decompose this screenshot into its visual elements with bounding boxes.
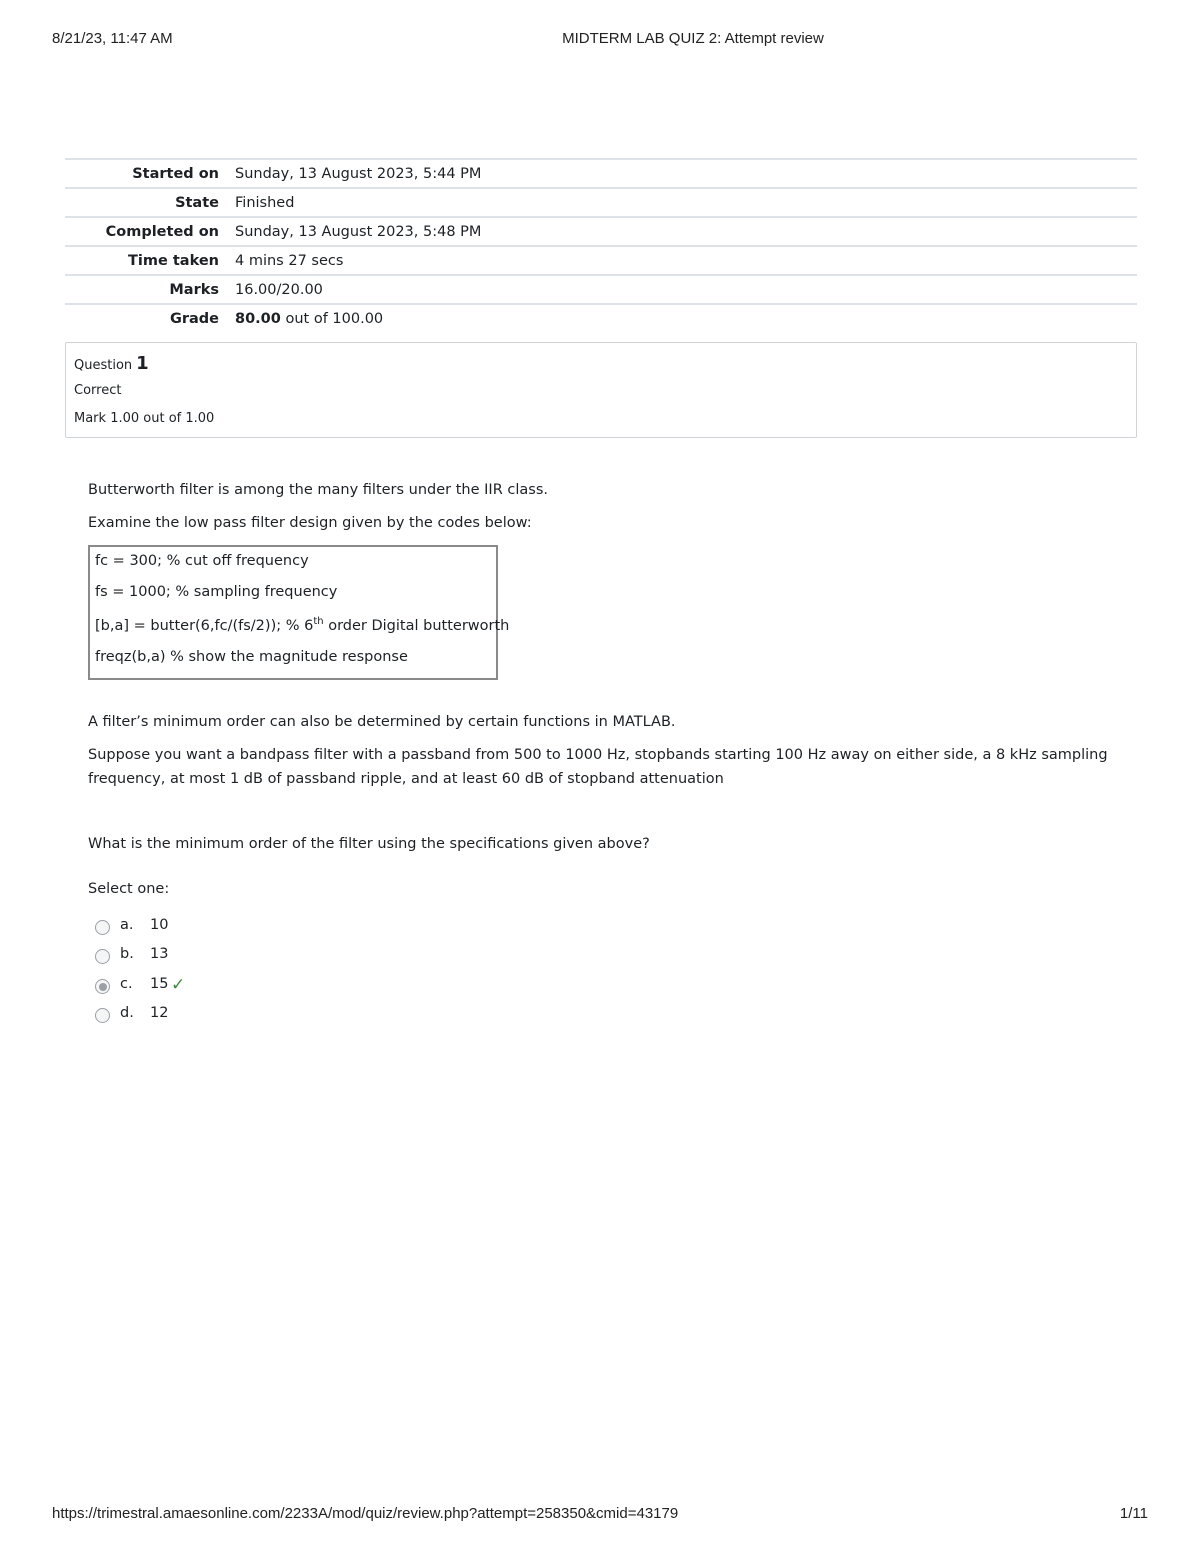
radio-button[interactable]	[95, 1008, 110, 1023]
summary-label: Started on	[132, 166, 219, 182]
code-line: fs = 1000; % sampling frequency	[95, 584, 338, 600]
select-one-label: Select one:	[88, 881, 170, 897]
option-letter: d.	[120, 1005, 134, 1021]
question-examine: Examine the low pass filter design given by the codes below:	[88, 515, 532, 531]
option-letter: c.	[120, 976, 133, 992]
summary-value: Sunday, 13 August 2023, 5:48 PM	[235, 224, 482, 240]
print-header	[52, 30, 1148, 50]
code-line	[95, 616, 509, 634]
summary-value: 16.00/20.00	[235, 282, 323, 298]
summary-label: Completed on	[105, 224, 219, 240]
question-number	[74, 353, 149, 374]
question-number-label: Question	[74, 358, 133, 373]
grade-score: 80.00	[235, 311, 281, 327]
summary-row-marks	[65, 275, 1137, 304]
radio-button[interactable]	[95, 920, 110, 935]
radio-button-selected[interactable]	[95, 979, 110, 994]
summary-label: Marks	[169, 282, 219, 298]
print-footer	[52, 1505, 1148, 1525]
question-info-box	[65, 342, 1137, 438]
summary-row-completed	[65, 217, 1137, 246]
option-value: 15	[150, 976, 169, 992]
specs-line-1: Suppose you want a bandpass filter with a passband from 500 to 1000 Hz, stopbands starting 100 Hz away on either side, a 8 kHz sampling	[88, 747, 1108, 763]
question-intro: Butterworth filter is among the many filters under the IIR class.	[88, 482, 548, 498]
min-order-note: A filter’s minimum order can also be determined by certain functions in MATLAB.	[88, 714, 676, 730]
summary-row-grade	[65, 304, 1137, 332]
page-url: https://trimestral.amaesonline.com/2233A/mod/quiz/review.php?attempt=258350&cmid=43179	[52, 1505, 679, 1522]
option-letter: b.	[120, 946, 134, 962]
summary-label: Grade	[169, 311, 219, 327]
summary-row-started	[65, 159, 1137, 188]
page-count: 1/11	[1119, 1505, 1148, 1522]
radio-button[interactable]	[95, 949, 110, 964]
superscript: th	[313, 616, 324, 627]
code-line-part: order Digital butterworth	[323, 618, 510, 634]
attempt-summary-table	[65, 158, 1137, 332]
summary-value: Sunday, 13 August 2023, 5:44 PM	[235, 166, 482, 182]
summary-value	[235, 304, 1137, 332]
option-letter: a.	[120, 917, 134, 933]
summary-label: Time taken	[128, 253, 219, 269]
page-title: MIDTERM LAB QUIZ 2: Attempt review	[562, 30, 824, 47]
summary-row-state	[65, 188, 1137, 217]
code-line: freqz(b,a) % show the magnitude response	[95, 649, 408, 665]
specs-line-2: frequency, at most 1 dB of passband ripple, and at least 60 dB of stopband attenuation	[88, 771, 724, 787]
question-prompt: What is the minimum order of the filter using the specifications given above?	[88, 836, 650, 852]
summary-row-time-taken	[65, 246, 1137, 275]
correct-check-icon: ✓	[171, 975, 186, 995]
question-grade: Mark 1.00 out of 1.00	[74, 411, 215, 426]
code-line: fc = 300; % cut off frequency	[95, 553, 309, 569]
summary-value: 4 mins 27 secs	[235, 253, 344, 269]
option-value: 10	[150, 917, 169, 933]
summary-value: Finished	[235, 195, 295, 211]
print-date: 8/21/23, 11:47 AM	[52, 30, 173, 47]
option-value: 13	[150, 946, 169, 962]
code-line-part: [b,a] = butter(6,fc/(fs/2)); % 6	[95, 618, 314, 634]
question-state: Correct	[74, 383, 122, 398]
option-value: 12	[150, 1005, 169, 1021]
code-block	[88, 545, 510, 680]
grade-out-of: out of 100.00	[280, 311, 384, 327]
question-number-value: 1	[136, 353, 149, 374]
summary-label: State	[175, 195, 219, 211]
